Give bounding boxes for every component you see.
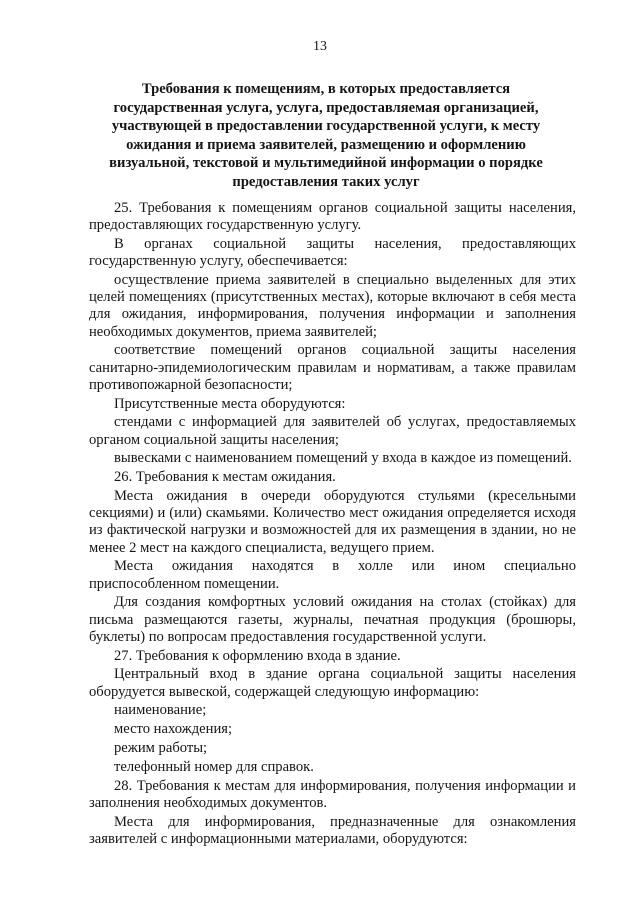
paragraph: Места ожидания находятся в холле или ином специально приспособленном помещении. xyxy=(89,558,576,592)
page-number: 13 xyxy=(313,39,327,54)
list-item: телефонный номер для справок. xyxy=(114,758,314,775)
paragraph-26-title: 26. Требования к местам ожидания. xyxy=(114,469,336,486)
paragraph: Для создания комфортных условий ожидания на столах (стойках) для письма размещаются газеты, журналы, печатная продукция (брошюры, буклеты) по вопросам предоставления государственной услуги. xyxy=(89,594,576,645)
paragraph: вывесками с наименованием помещений у входа в каждое из помещений. xyxy=(114,450,572,467)
paragraph: осуществление приема заявителей в специально выделенных для этих целей помещениях (присутственных местах), которые включают в себя места для ожидания, информирования, получения информации и заполнения необходимых документов, приема заявителей; xyxy=(89,272,576,340)
body-text xyxy=(89,200,576,850)
list-item: место нахождения; xyxy=(114,721,233,738)
paragraph: Присутственные места оборудуются: xyxy=(114,395,346,412)
paragraph: Места ожидания в очереди оборудуются стульями (кресельными секциями) и (или) скамьями. Количество мест ожидания определяется исходя из фактической нагрузки и возможностей для их размещения в здании, но не менее 2 мест на каждого специалиста, ведущего прием. xyxy=(89,488,576,556)
paragraph: Места для информирования, предназначенные для ознакомления заявителей с информационными материалами, оборудуются: xyxy=(89,813,576,847)
paragraph-28-title: 28. Требования к местам для информирования, получения информации и заполнения необходимых документов. xyxy=(89,777,576,811)
paragraph-27-title: 27. Требования к оформлению входа в здание. xyxy=(114,647,401,664)
paragraph: В органах социальной защиты населения, предоставляющих государственную услугу, обеспечивается: xyxy=(89,236,576,270)
section-heading: Требования к помещениям, в которых предоставляется государственная услуга, услуга, предоставляемая организацией, участвующей в предоставлении государственной услуги, к месту ожидания и приема заявителей, размещению и оформлению визуальной, текстовой и мультимедийной информации о порядке предоставления таких услуг xyxy=(109,81,543,190)
paragraph-25-title: 25. Требования к помещениям органов социальной защиты населения, предоставляющих государственную услугу. xyxy=(89,200,576,234)
list-item: режим работы; xyxy=(114,740,208,756)
list-item: наименование; xyxy=(114,702,207,719)
paragraph: стендами с информацией для заявителей об услугах, предоставляемых органом социальной защиты населения; xyxy=(89,414,576,448)
paragraph: Центральный вход в здание органа социальной защиты населения оборудуется вывеской, содержащей следующую информацию: xyxy=(89,666,576,700)
paragraph: соответствие помещений органов социальной защиты населения санитарно-эпидемиологическим правилам и нормативам, а также правилам противопожарной безопасности; xyxy=(89,342,576,393)
